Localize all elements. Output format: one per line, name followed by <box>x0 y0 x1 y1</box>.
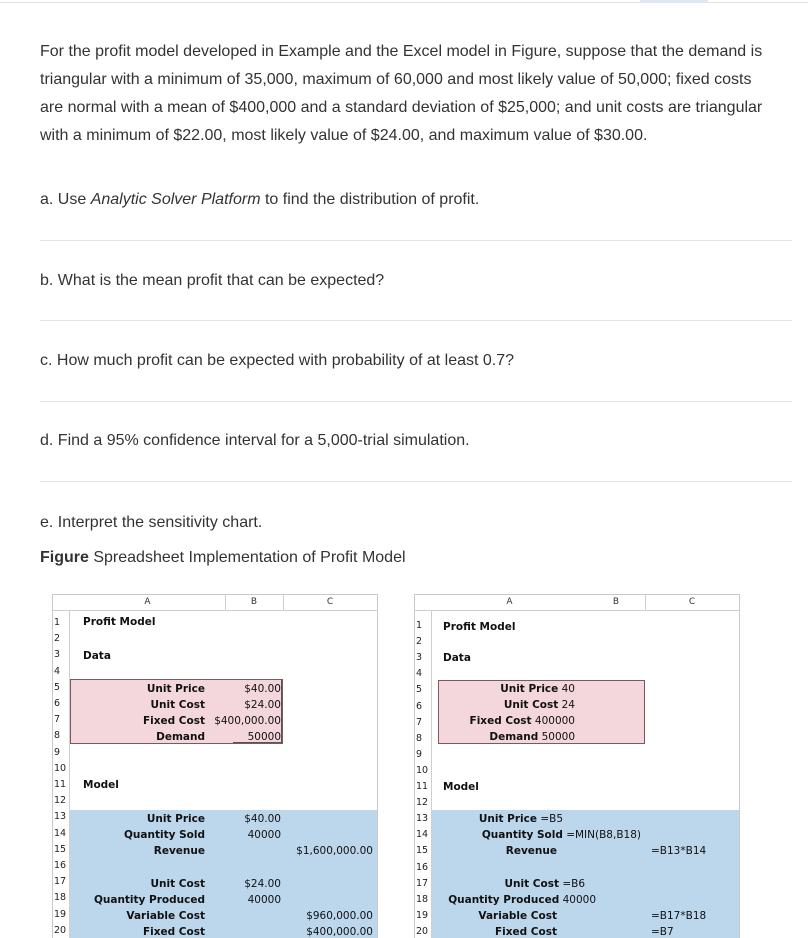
row-number: 9 <box>416 748 423 760</box>
formula-quantity-sold: Quantity Sold =MIN(B8,B18) <box>481 829 641 841</box>
label-unit-cost: Unit Cost <box>150 699 205 711</box>
row-number: 11 <box>416 781 429 792</box>
row-number: 4 <box>416 668 423 680</box>
label-revenue: Revenue <box>505 845 557 857</box>
col-header-c: C <box>688 597 696 607</box>
value-unit-price: $40.00 <box>244 683 281 695</box>
model-section-label: Model <box>443 781 479 793</box>
label-demand: Demand <box>156 731 205 743</box>
formula-demand: Demand 50000 <box>489 731 575 743</box>
row-number: 5 <box>416 684 423 696</box>
row-number: 10 <box>416 764 429 776</box>
row-number: 9 <box>54 746 61 758</box>
spreadsheet-formula-view <box>414 594 740 938</box>
row-number: 16 <box>54 860 67 871</box>
row-number: 13 <box>416 813 429 825</box>
row-number: 5 <box>54 681 61 693</box>
row-number: 20 <box>54 924 67 936</box>
top-accent <box>640 0 708 3</box>
part-a: a. Use Analytic Solver Platform to find the distribution of profit. <box>40 191 480 208</box>
label-fixed-cost: Fixed Cost <box>142 715 205 727</box>
value-model-unit-price: $40.00 <box>244 813 281 825</box>
row-number: 11 <box>54 779 67 790</box>
figure-caption: Figure Spreadsheet Implementation of Profit Model <box>40 549 406 566</box>
value-fixed-cost: $400,000.00 <box>214 715 281 727</box>
formula-unit-price: Unit Price 40 <box>500 683 575 695</box>
row-number: 12 <box>416 797 429 809</box>
value-revenue: $1,600,000.00 <box>296 845 373 857</box>
col-header-a: A <box>144 597 151 607</box>
label-variable-cost: Variable Cost <box>478 910 557 922</box>
row-number: 15 <box>54 843 67 855</box>
row-number: 2 <box>54 633 61 645</box>
value-variable-cost: $960,000.00 <box>306 910 373 922</box>
label-revenue: Revenue <box>153 845 205 857</box>
formula-model-unit-cost: Unit Cost =B6 <box>504 878 585 890</box>
label-model-unit-price: Unit Price <box>146 813 205 825</box>
answer-divider-d <box>40 481 792 482</box>
value-demand: 50000 <box>247 731 281 743</box>
row-number: 17 <box>416 877 429 889</box>
value-model-unit-cost: $24.00 <box>244 878 281 890</box>
col-header-a: A <box>506 597 513 607</box>
formula-revenue: =B13*B14 <box>651 845 707 857</box>
row-number: 6 <box>416 700 423 712</box>
row-number: 2 <box>416 636 423 648</box>
formula-fixed-cost-model: =B7 <box>651 926 674 938</box>
value-quantity-produced: 40000 <box>247 894 281 906</box>
row-number: 4 <box>54 665 61 677</box>
row-number: 7 <box>416 716 423 728</box>
row-number: 3 <box>54 649 61 661</box>
sheet-title: Profit Model <box>83 616 156 628</box>
formula-model-unit-price: Unit Price =B5 <box>478 813 563 825</box>
value-quantity-sold: 40000 <box>247 829 281 841</box>
label-fixed-cost-model: Fixed Cost <box>142 926 205 938</box>
row-number: 10 <box>54 762 67 774</box>
label-fixed-cost-model: Fixed Cost <box>494 926 557 938</box>
row-number: 13 <box>54 811 67 823</box>
label-quantity-sold: Quantity Sold <box>124 829 205 841</box>
part-c: c. How much profit can be expected with probability of at least 0.7? <box>40 352 515 369</box>
answer-divider-b <box>40 320 792 321</box>
part-d: d. Find a 95% confidence interval for a 5,000-trial simulation. <box>40 432 470 449</box>
row-number: 14 <box>416 829 429 841</box>
data-section-label: Data <box>443 652 471 664</box>
value-unit-cost: $24.00 <box>244 699 281 711</box>
col-header-b: B <box>612 597 620 607</box>
row-number: 19 <box>416 909 429 921</box>
row-number: 1 <box>416 620 423 631</box>
formula-quantity-produced: Quantity Produced 40000 <box>448 894 596 906</box>
row-number: 8 <box>416 732 423 744</box>
col-header-b: B <box>250 597 258 607</box>
sheet-title: Profit Model <box>443 621 516 633</box>
data-section-label: Data <box>83 650 111 662</box>
row-number: 19 <box>54 908 67 920</box>
answer-divider-a <box>40 240 792 241</box>
row-number: 1 <box>54 617 61 628</box>
formula-variable-cost: =B17*B18 <box>651 910 707 922</box>
part-b: b. What is the mean profit that can be expected? <box>40 272 385 289</box>
part-e: e. Interpret the sensitivity chart. <box>40 514 263 531</box>
spreadsheet-values-view <box>52 594 378 938</box>
answer-divider-c <box>40 401 792 402</box>
row-number: 12 <box>54 795 67 807</box>
row-number: 17 <box>54 876 67 888</box>
model-section-label: Model <box>83 779 119 791</box>
row-number: 8 <box>54 730 61 742</box>
row-number: 7 <box>54 714 61 726</box>
row-number: 18 <box>416 893 429 905</box>
label-quantity-produced: Quantity Produced <box>93 894 205 906</box>
formula-unit-cost: Unit Cost 24 <box>503 699 575 711</box>
row-number: 3 <box>416 652 423 664</box>
row-number: 15 <box>416 845 429 857</box>
problem-statement: For the profit model developed in Example and the Excel model in Figure, suppose that the demand is triangular with a minimum of 35,000, maximum of 60,000 and most likely value of 50,000; fixed costs are normal with a mean of $400,000 and a standard deviation of $25,000; and unit costs are triangular with a minimum of $22.00, most likely value of $24.00, and maximum value of $30.00. <box>40 43 763 144</box>
row-number: 18 <box>54 892 67 904</box>
label-unit-price: Unit Price <box>146 683 205 695</box>
formula-fixed-cost: Fixed Cost 400000 <box>469 715 575 727</box>
row-number: 16 <box>416 861 429 873</box>
row-number: 14 <box>54 827 67 839</box>
value-fixed-cost-model: $400,000.00 <box>306 926 373 938</box>
label-variable-cost: Variable Cost <box>126 910 205 922</box>
row-number: 20 <box>416 925 429 937</box>
row-number: 6 <box>54 698 61 709</box>
col-header-c: C <box>326 597 334 607</box>
label-model-unit-cost: Unit Cost <box>150 878 205 890</box>
